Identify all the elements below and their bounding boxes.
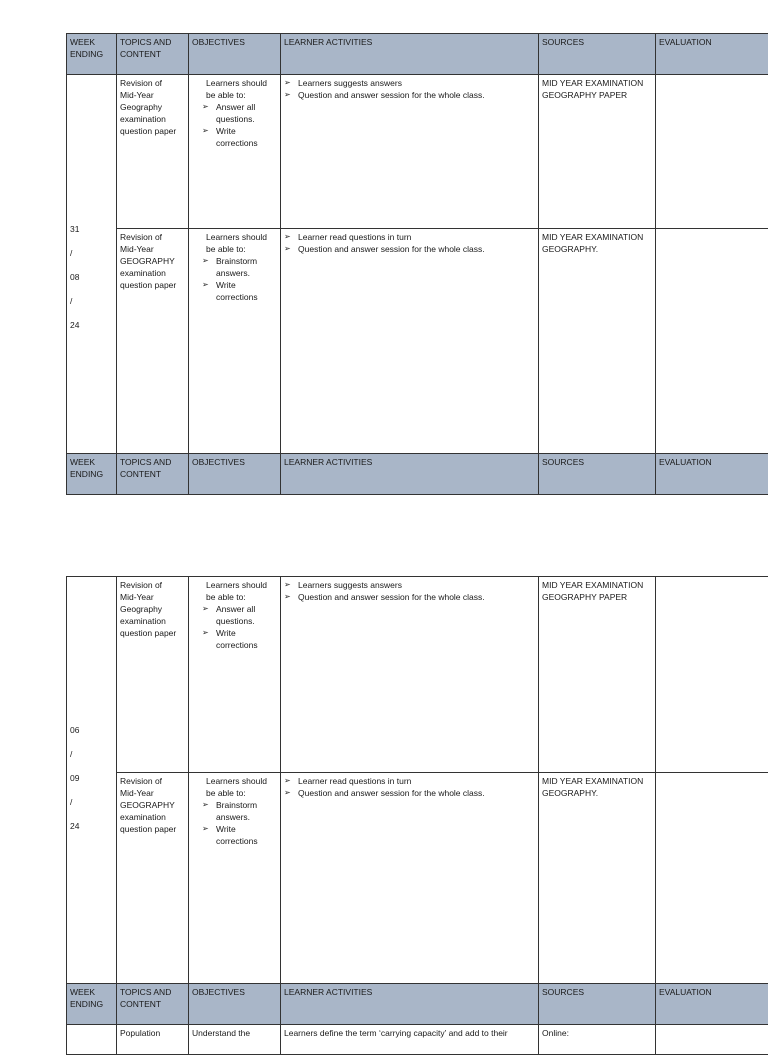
sources-cell: MID YEAR EXAMINATION GEOGRAPHY. <box>539 229 656 454</box>
list-item: ➢ Write corrections <box>202 823 277 847</box>
header-topics: TOPICS AND CONTENT <box>117 454 189 495</box>
header-sources: SOURCES <box>539 984 656 1025</box>
list-item: ➢ Write corrections <box>202 125 277 149</box>
list-item: ➢ Question and answer session for the whole class. <box>284 89 535 101</box>
evaluation-cell <box>656 773 768 984</box>
header-week-ending: WEEK ENDING <box>67 984 117 1025</box>
objectives-cell: Learners should be able to: ➢ Answer all questions. ➢ Write corrections <box>189 577 281 773</box>
list-item: ➢ Write corrections <box>202 279 277 303</box>
table-row <box>67 773 768 984</box>
list-item: ➢ Learner read questions in turn <box>284 231 535 243</box>
week-year: 24 <box>70 319 113 343</box>
header-learner-activities: LEARNER ACTIVITIES <box>281 984 539 1025</box>
list-item: ➢ Answer all questions. <box>202 101 277 125</box>
activities-list <box>284 231 535 255</box>
lesson-plan-table-1 <box>66 33 768 495</box>
header-learner-activities: LEARNER ACTIVITIES <box>281 454 539 495</box>
table-header-row <box>67 34 768 75</box>
table-header-row <box>67 454 768 495</box>
week-sep: / <box>70 796 113 820</box>
header-topics: TOPICS AND CONTENT <box>117 984 189 1025</box>
activities-list <box>284 579 535 603</box>
topic-cell: Revision of Mid-Year GEOGRAPHY examination question paper <box>117 229 189 454</box>
lesson-plan-table-2 <box>66 576 768 1055</box>
week-ending-cell <box>67 577 117 984</box>
objectives-cell: Learners should be able to: ➢ Brainstorm answers. ➢ Write corrections <box>189 773 281 984</box>
topic-cell: Population <box>117 1025 189 1055</box>
table-header-row <box>67 984 768 1025</box>
sources-cell: MID YEAR EXAMINATION GEOGRAPHY. <box>539 773 656 984</box>
activities-cell <box>281 229 539 454</box>
week-sep: / <box>70 748 113 772</box>
header-sources: SOURCES <box>539 454 656 495</box>
list-item: ➢ Learners suggests answers <box>284 579 535 591</box>
list-item: ➢ Answer all questions. <box>202 603 277 627</box>
week-month: 08 <box>70 271 113 295</box>
list-item: ➢ Learners suggests answers <box>284 77 535 89</box>
header-week-ending: WEEK ENDING <box>67 454 117 495</box>
evaluation-cell <box>656 1025 768 1055</box>
activities-cell <box>281 773 539 984</box>
list-item: ➢ Question and answer session for the whole class. <box>284 787 535 799</box>
header-evaluation: EVALUATION <box>656 984 768 1025</box>
table-row <box>67 75 768 229</box>
list-item: ➢ Write corrections <box>202 627 277 651</box>
header-objectives: OBJECTIVES <box>189 34 281 75</box>
week-sep: / <box>70 247 113 271</box>
header-evaluation: EVALUATION <box>656 454 768 495</box>
header-objectives: OBJECTIVES <box>189 454 281 495</box>
header-sources: SOURCES <box>539 34 656 75</box>
header-topics: TOPICS AND CONTENT <box>117 34 189 75</box>
sources-cell: MID YEAR EXAMINATION GEOGRAPHY PAPER <box>539 577 656 773</box>
evaluation-cell <box>656 229 768 454</box>
header-week-ending: WEEK ENDING <box>67 34 117 75</box>
objectives-cell: Understand the <box>189 1025 281 1055</box>
table-row <box>67 229 768 454</box>
activities-list <box>284 775 535 799</box>
list-item: ➢ Question and answer session for the whole class. <box>284 591 535 603</box>
evaluation-cell <box>656 75 768 229</box>
objectives-list <box>192 799 277 847</box>
list-item: ➢ Brainstorm answers. <box>202 799 277 823</box>
activities-list <box>284 77 535 101</box>
sources-cell: MID YEAR EXAMINATION GEOGRAPHY PAPER <box>539 75 656 229</box>
list-item: ➢ Question and answer session for the whole class. <box>284 243 535 255</box>
table-row <box>67 1025 768 1055</box>
header-evaluation: EVALUATION <box>656 34 768 75</box>
activities-cell: Learners define the term ‘carrying capacity’ and add to their <box>281 1025 539 1055</box>
activities-cell <box>281 577 539 773</box>
week-year: 24 <box>70 820 113 844</box>
objectives-list <box>192 603 277 651</box>
evaluation-cell <box>656 577 768 773</box>
week-sep: / <box>70 295 113 319</box>
week-ending-cell <box>67 1025 117 1055</box>
week-day: 31 <box>70 223 113 247</box>
header-learner-activities: LEARNER ACTIVITIES <box>281 34 539 75</box>
week-month: 09 <box>70 772 113 796</box>
table-row <box>67 577 768 773</box>
week-day: 06 <box>70 724 113 748</box>
header-objectives: OBJECTIVES <box>189 984 281 1025</box>
topic-cell: Revision of Mid-Year Geography examination question paper <box>117 577 189 773</box>
activities-cell <box>281 75 539 229</box>
week-ending-cell <box>67 75 117 454</box>
topic-cell: Revision of Mid-Year GEOGRAPHY examination question paper <box>117 773 189 984</box>
list-item: ➢ Brainstorm answers. <box>202 255 277 279</box>
objectives-cell: Learners should be able to: ➢ Brainstorm answers. ➢ Write corrections <box>189 229 281 454</box>
objectives-cell: Learners should be able to: ➢ Answer all questions. ➢ Write corrections <box>189 75 281 229</box>
objectives-list <box>192 255 277 303</box>
topic-cell: Revision of Mid-Year Geography examination question paper <box>117 75 189 229</box>
objectives-list <box>192 101 277 149</box>
list-item: ➢ Learner read questions in turn <box>284 775 535 787</box>
sources-cell: Online: <box>539 1025 656 1055</box>
